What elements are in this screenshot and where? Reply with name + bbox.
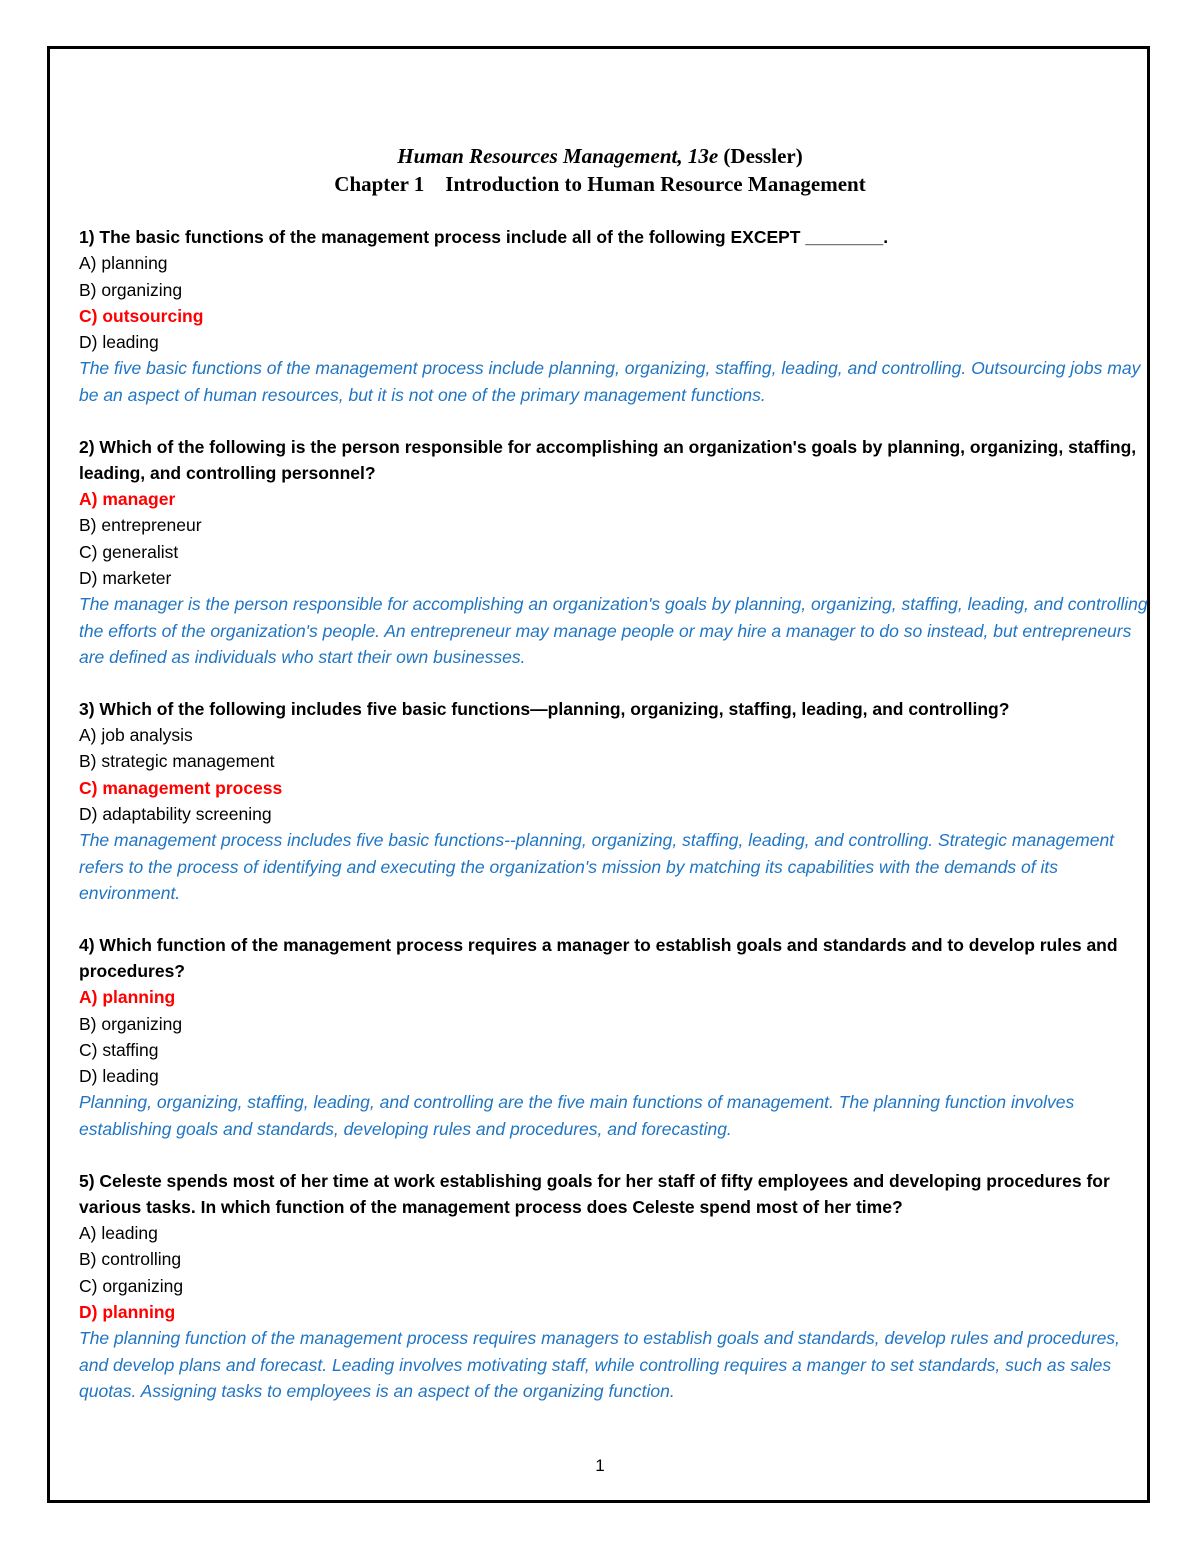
question-text: 2) Which of the following is the person responsible for accomplishing an organization's goals by planning, organizing, staffing, leading, and controlling personnel? — [79, 436, 1137, 483]
question-1 — [79, 224, 1149, 408]
explanation: Planning, organizing, staffing, leading, and controlling are the five main functions of management. The planning function involves establishing goals and standards, developing rules and procedures, and forecasting. — [79, 1092, 1075, 1139]
option-b: B) organizing — [79, 1013, 183, 1034]
option-c: C) staffing — [79, 1039, 159, 1060]
question-text: 3) Which of the following includes five basic functions—planning, organizing, staffing, leading, and controlling? — [79, 698, 1010, 719]
document-header — [0, 142, 1200, 198]
chapter-title: Chapter 1 Introduction to Human Resource Management — [334, 172, 866, 196]
option-b: B) controlling — [79, 1249, 182, 1270]
explanation: The management process includes five basic functions--planning, organizing, staffing, leading, and controlling. Strategic management refers to the process of identifying and executing the organization's mission by matching its capabilities with the demands of its environment. — [79, 830, 1115, 903]
option-a: A) job analysis — [79, 725, 193, 746]
option-b: B) entrepreneur — [79, 515, 202, 536]
question-3 — [79, 696, 1149, 906]
question-5 — [79, 1168, 1149, 1405]
book-author: (Dessler) — [718, 144, 803, 168]
option-a: A) planning — [79, 253, 168, 274]
book-title: Human Resources Management, 13e — [397, 144, 719, 168]
question-2 — [79, 434, 1149, 671]
question-text: 5) Celeste spends most of her time at work establishing goals for her staff of fifty employees and developing procedures for various tasks. In which function of the management process does Celeste spend most of her time? — [79, 1170, 1110, 1217]
explanation: The planning function of the management process requires managers to establish goals and standards, develop rules and procedures, and develop plans and forecast. Leading involves motivating staff, while controlling requires a manger to set standards, such as sales quotas. Assigning tasks to employees is an aspect of the organizing function. — [79, 1328, 1120, 1401]
option-d: D) leading — [79, 332, 159, 353]
option-d: D) marketer — [79, 568, 172, 589]
option-a: A) leading — [79, 1223, 158, 1244]
book-title-line — [0, 142, 1200, 170]
option-d: D) leading — [79, 1066, 159, 1087]
option-c: C) generalist — [79, 541, 179, 562]
question-text: 1) The basic functions of the management process include all of the following EXCEPT ________. — [79, 227, 889, 247]
option-a-correct: A) planning — [79, 987, 176, 1008]
option-d-correct: D) planning — [79, 1301, 176, 1322]
page-number: 1 — [595, 1456, 605, 1475]
option-b: B) organizing — [79, 279, 183, 300]
option-c-correct: C) management process — [79, 777, 283, 798]
option-b: B) strategic management — [79, 751, 275, 772]
explanation: The five basic functions of the management process include planning, organizing, staffing, leading, and controlling. Outsourcing jobs may be an aspect of human resources, but it is not one of the primary management functions. — [79, 358, 1141, 405]
explanation: The manager is the person responsible for accomplishing an organization's goals by planning, organizing, staffing, leading, and controlling the efforts of the organization's people. An entrepreneur may manage people or may hire a manager to do so instead, but entrepreneurs are defined as individuals who start their own businesses. — [79, 594, 1148, 667]
option-c-correct: C) outsourcing — [79, 305, 204, 326]
option-c: C) organizing — [79, 1275, 184, 1296]
option-d: D) adaptability screening — [79, 803, 272, 824]
question-text: 4) Which function of the management process requires a manager to establish goals and standards and to develop rules and procedures? — [79, 934, 1118, 981]
question-list — [79, 224, 1149, 1430]
question-4 — [79, 932, 1149, 1142]
option-a-correct: A) manager — [79, 489, 176, 510]
